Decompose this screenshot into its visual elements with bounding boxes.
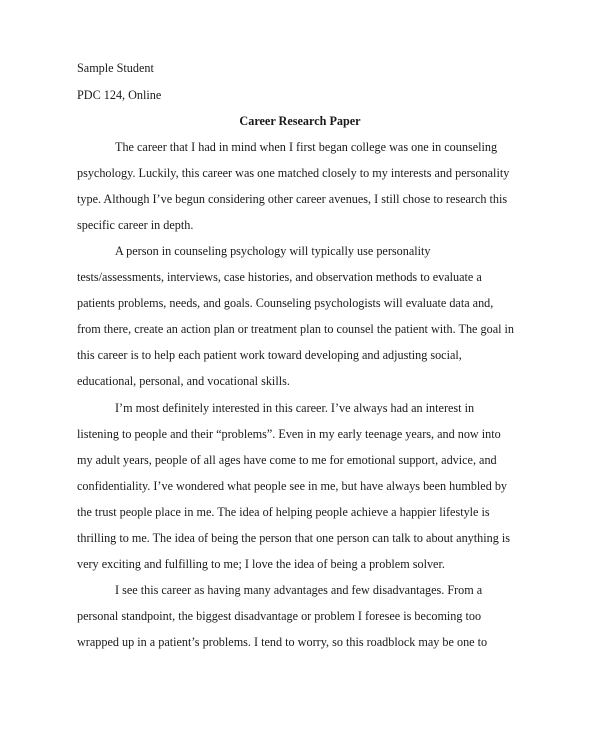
paragraph-line: thrilling to me. The idea of being the person that one person can talk to about anything is	[77, 531, 511, 545]
paragraph-line: patients problems, needs, and goals. Counseling psychologists will evaluate data and,	[77, 296, 494, 310]
paragraph-line: type. Although I’ve begun considering other career avenues, I still chose to research this	[77, 192, 508, 206]
paragraph-line: The career that I had in mind when I first began college was one in counseling	[115, 140, 498, 154]
course-name: PDC 124, Online	[77, 88, 162, 102]
paragraph-line: educational, personal, and vocational skills.	[77, 374, 290, 388]
paragraph-line: listening to people and their “problems”. Even in my early teenage years, and now into	[77, 427, 501, 441]
paper-title: Career Research Paper	[239, 114, 361, 128]
paragraph-line: I see this career as having many advantages and few disadvantages. From a	[115, 583, 483, 597]
paragraph-line: wrapped up in a patient’s problems. I tend to worry, so this roadblock may be one to	[77, 635, 488, 649]
paragraph-line: very exciting and fulfilling to me; I love the idea of being a problem solver.	[77, 557, 445, 571]
paragraph-line: confidentiality. I’ve wondered what people see in me, but have always been humbled by	[77, 479, 508, 493]
paragraph-line: from there, create an action plan or treatment plan to counsel the patient with. The goal in	[77, 322, 515, 336]
paragraph-line: my adult years, people of all ages have come to me for emotional support, advice, and	[77, 453, 497, 467]
paragraph-line: specific career in depth.	[77, 218, 194, 232]
paragraph-line: I’m most definitely interested in this career. I’ve always had an interest in	[115, 401, 475, 415]
student-name: Sample Student	[77, 61, 154, 75]
paragraph-line: the trust people place in me. The idea of helping people achieve a happier lifestyle is	[77, 505, 490, 519]
paragraph-line: psychology. Luckily, this career was one matched closely to my interests and personality	[77, 166, 510, 180]
paragraph-line: this career is to help each patient work toward developing and adjusting social,	[77, 348, 462, 362]
paragraph-line: A person in counseling psychology will typically use personality	[115, 244, 431, 258]
paragraph-line: tests/assessments, interviews, case histories, and observation methods to evaluate a	[77, 270, 482, 284]
paragraph-line: personal standpoint, the biggest disadvantage or problem I foresee is becoming too	[77, 609, 482, 623]
